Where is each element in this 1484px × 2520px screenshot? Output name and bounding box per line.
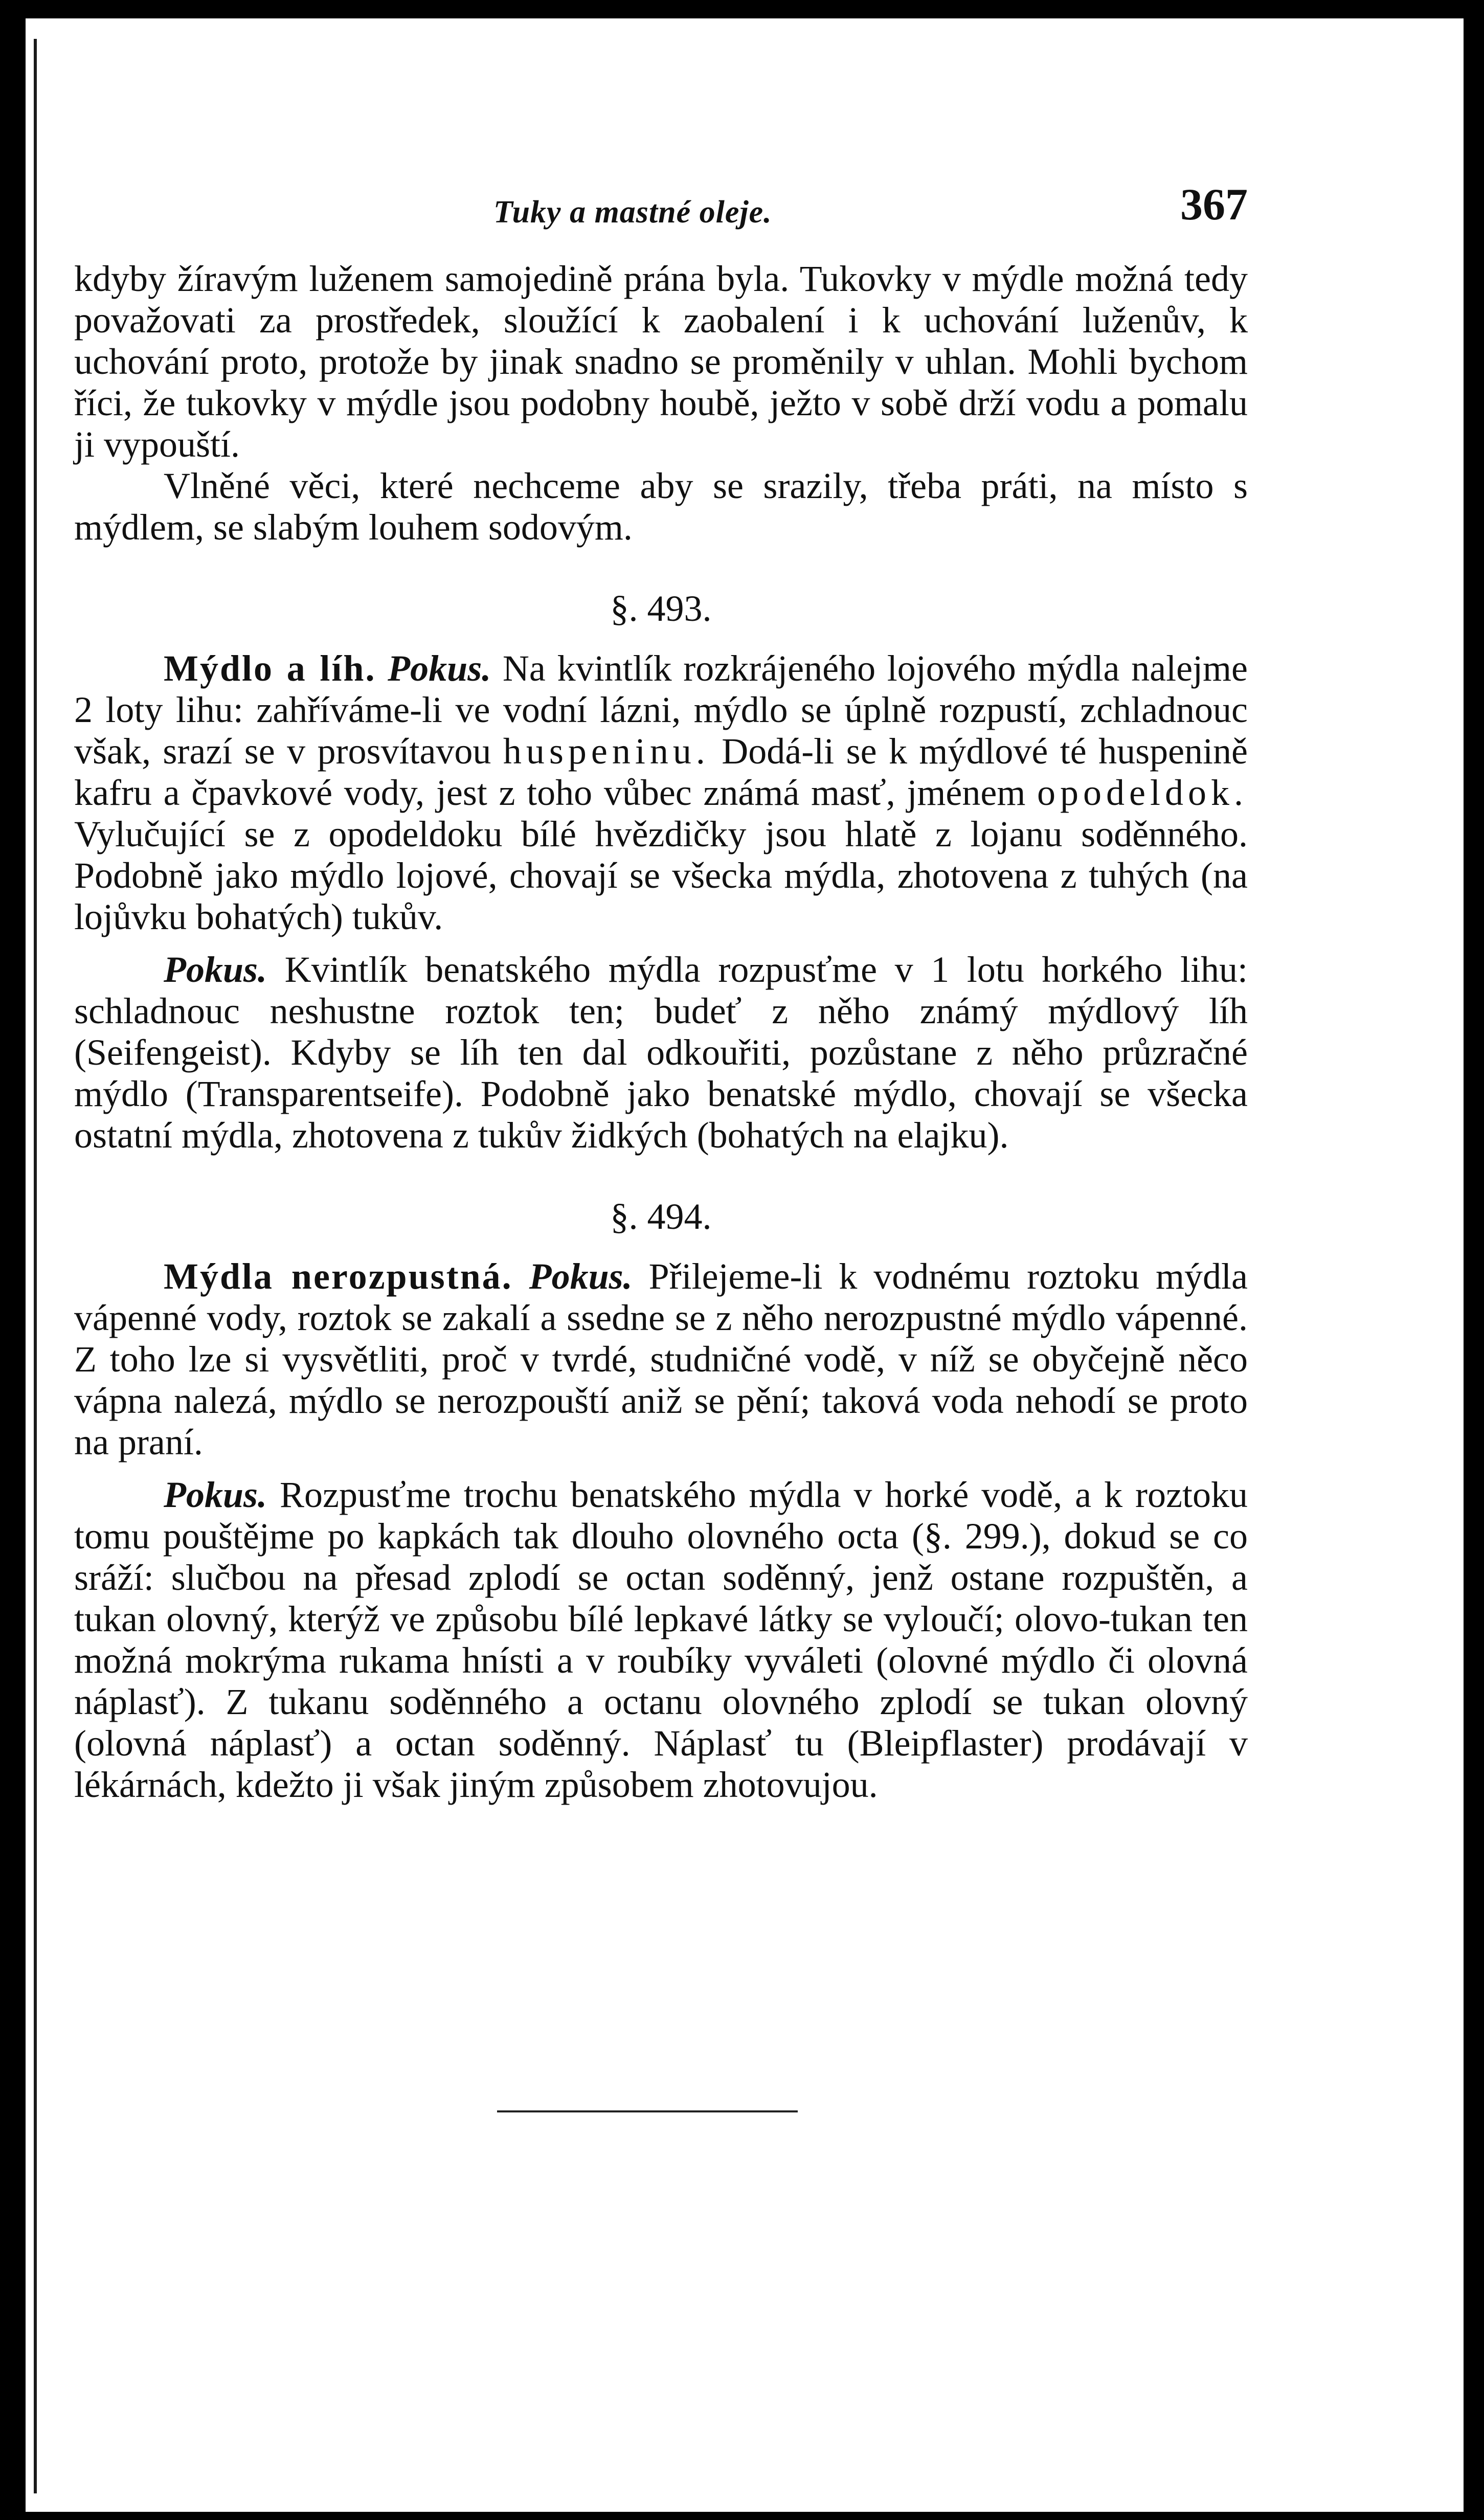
section-493-text-1: Na kvintlík rozkrájeného lojového mýdla nalejme 2 loty lihu: zahříváme-li ve vodní lázni, mýdlo se úplně rozpustí, zchladnouc však, srazí se v prosvítavou xyxy=(74,648,1248,772)
section-494-heading: Mýdla nerozpustná. xyxy=(164,1256,513,1297)
section-494-number: §. 494. xyxy=(610,1196,712,1237)
pokus-label: Pokus. xyxy=(164,1474,267,1515)
section-493-paragraph-2 xyxy=(74,949,1248,1156)
page-header xyxy=(74,179,1248,240)
pokus-label: Pokus. xyxy=(164,949,267,990)
section-494-text-1: Přilejeme-li k vodnému roztoku mýdla vápenné vody, roztok se zakalí a ssedne se z něho nerozpustné mýdlo vápenné. Z toho lze si vysvětliti, proč v tvrdé, studničné vodě, v níž se obyčejně něco vápna nalezá, mýdlo se nerozpouští aniž se pění; taková voda nehodí se proto na praní. xyxy=(74,1256,1248,1462)
section-494-text-2: Rozpusťme trochu benatského mýdla v horké vodě, a k roztoku tomu pouštějme po kapkách tak dlouho olovného octa (§. 299.), dokud se co sráží: slučbou na přesad zplodí se octan soděnný, jenž ostane rozpuštěn, a tukan olovný, kterýž ve způsobu bílé lepkavé látky se vyloučí; olovo-tukan ten možná mokrýma rukama hnísti a v roubíky vyváleti (olovné mýdlo či olovná náplasť). Z tukanu soděnného a octanu olovného zplodí se tukan olovný (olovná náplasť) a octan soděnný. Náplasť tu (Bleipflaster) prodávají v lékárnách, kdežto ji však jiným způsobem zhotovujou. xyxy=(74,1474,1248,1805)
section-493-text-2: Dodá-li se k mýdlové té huspenině kafru a čpavkové vody, jest z toho vůbec známá masť, jménem xyxy=(74,731,1248,813)
end-rule-divider xyxy=(497,2110,798,2112)
section-494-paragraph-2 xyxy=(74,1474,1248,1806)
term-opodeldok: opodeldok. xyxy=(1037,772,1248,813)
section-493-text-4: Kvintlík benatského mýdla rozpusťme v 1 lotu horkého lihu: schladnouc neshustne roztok ten; budeť z něho známý mýdlový líh (Seifengeist). Kdyby se líh ten dal odkouřiti, pozůstane z něho průzračné mýdlo (Transparentseife). Podobně jako benatské mýdlo, chovají se všecka ostatní mýdla, zhotovena z tukův židkých (bohatých na elajku). xyxy=(74,949,1248,1156)
page-gutter-edge xyxy=(34,39,37,2493)
page-number: 367 xyxy=(1180,180,1248,230)
term-huspenina: huspeninu. xyxy=(503,731,710,772)
paragraph-continuation: kdyby žíravým luženem samojedině prána byla. Tukovky v mýdle možná tedy považovati za prostředek, sloužící k zaobalení i k uchování luženův, k uchování proto, protože by jinak snadno se proměnily v uhlan. Mohli bychom říci, že tukovky v mýdle jsou podobny houbě, ježto v sobě drží vodu a pomalu ji vypouští. xyxy=(74,258,1248,465)
running-title: Tuky a mastné oleje. xyxy=(493,195,772,230)
pokus-label: Pokus. xyxy=(529,1256,633,1297)
pokus-label: Pokus. xyxy=(388,648,491,689)
page-body xyxy=(74,258,1248,1806)
section-493-text-3: Vylučující se z opodeldoku bílé hvězdičky jsou hlatě z lojanu soděnného. Podobně jako mýdlo lojové, chovají se všecka mýdla, zhotovena z tuhých (na lojůvku bohatých) tukův. xyxy=(74,814,1248,937)
section-493-heading: Mýdlo a líh. xyxy=(164,648,376,689)
section-494-paragraph-1 xyxy=(74,1256,1248,1463)
paragraph-wool: Vlněné věci, které nechceme aby se srazily, třeba práti, na místo s mýdlem, se slabým louhem sodovým. xyxy=(74,465,1248,548)
section-493-number: §. 493. xyxy=(610,588,712,629)
section-493-paragraph-1 xyxy=(74,648,1248,938)
